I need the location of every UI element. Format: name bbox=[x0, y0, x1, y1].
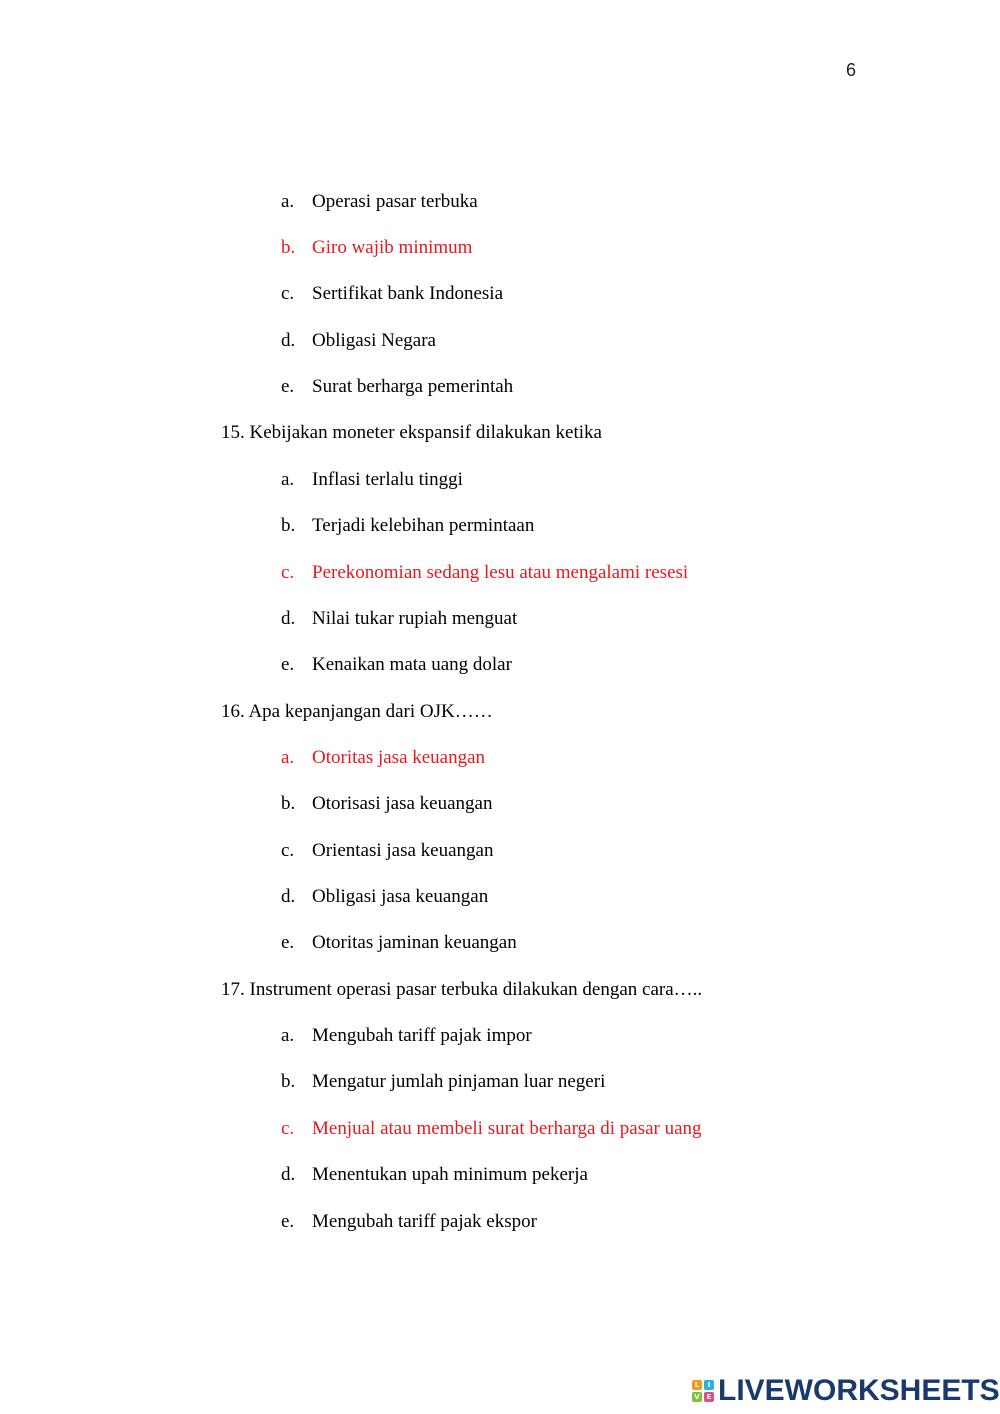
logo-mark-letter: L bbox=[692, 1380, 702, 1390]
option-text: Terjadi kelebihan permintaan bbox=[312, 515, 535, 536]
option-text: Otorisasi jasa keuangan bbox=[312, 793, 493, 814]
option-letter: a. bbox=[281, 191, 295, 212]
q17-option-a[interactable] bbox=[281, 1025, 532, 1047]
q14-option-a[interactable] bbox=[281, 191, 478, 213]
q15-option-a[interactable] bbox=[281, 469, 463, 491]
question-17: 17. Instrument operasi pasar terbuka dilakukan dengan cara….. bbox=[221, 979, 703, 1000]
option-letter: a. bbox=[281, 1025, 295, 1046]
option-text: Giro wajib minimum bbox=[312, 237, 473, 258]
q15-option-c-correct[interactable] bbox=[281, 562, 688, 584]
option-text: Kenaikan mata uang dolar bbox=[312, 654, 512, 675]
option-letter: e. bbox=[281, 1211, 295, 1232]
logo-mark-letter: V bbox=[692, 1392, 702, 1402]
option-text: Obligasi Negara bbox=[312, 330, 436, 351]
question-15: 15. Kebijakan moneter ekspansif dilakukan ketika bbox=[221, 422, 602, 443]
q17-option-c-correct[interactable] bbox=[281, 1118, 702, 1140]
option-letter: d. bbox=[281, 886, 296, 907]
logo-mark-letter: I bbox=[704, 1380, 714, 1390]
option-letter: d. bbox=[281, 608, 296, 629]
q14-option-e[interactable] bbox=[281, 376, 513, 398]
option-text: Menjual atau membeli surat berharga di pasar uang bbox=[312, 1118, 702, 1139]
q15-option-d[interactable] bbox=[281, 608, 517, 630]
q16-option-c[interactable] bbox=[281, 840, 493, 862]
option-letter: d. bbox=[281, 330, 296, 351]
q16-option-a-correct[interactable] bbox=[281, 747, 485, 769]
logo-mark-icon bbox=[692, 1380, 714, 1402]
liveworksheets-logo[interactable] bbox=[692, 1374, 1000, 1408]
option-letter: c. bbox=[281, 562, 295, 583]
option-text: Mengubah tariff pajak ekspor bbox=[312, 1211, 537, 1232]
option-letter: e. bbox=[281, 932, 295, 953]
logo-text: LIVEWORKSHEETS bbox=[718, 1374, 1000, 1407]
option-text: Obligasi jasa keuangan bbox=[312, 886, 489, 907]
option-letter: b. bbox=[281, 237, 296, 258]
option-letter: a. bbox=[281, 747, 295, 768]
option-text: Mengubah tariff pajak impor bbox=[312, 1025, 532, 1046]
option-text: Otoritas jasa keuangan bbox=[312, 747, 486, 768]
q16-option-e[interactable] bbox=[281, 932, 517, 954]
option-text: Mengatur jumlah pinjaman luar negeri bbox=[312, 1071, 606, 1092]
option-letter: b. bbox=[281, 1071, 296, 1092]
q16-option-b[interactable] bbox=[281, 793, 492, 815]
q15-option-b[interactable] bbox=[281, 515, 534, 537]
option-letter: e. bbox=[281, 654, 295, 675]
option-text: Orientasi jasa keuangan bbox=[312, 840, 494, 861]
option-letter: b. bbox=[281, 515, 296, 536]
option-letter: a. bbox=[281, 469, 295, 490]
option-letter: c. bbox=[281, 283, 295, 304]
option-text: Sertifikat bank Indonesia bbox=[312, 283, 504, 304]
q16-option-d[interactable] bbox=[281, 886, 488, 908]
option-text: Perekonomian sedang lesu atau mengalami resesi bbox=[312, 562, 689, 583]
q15-option-e[interactable] bbox=[281, 654, 512, 676]
option-text: Nilai tukar rupiah menguat bbox=[312, 608, 518, 629]
q17-option-d[interactable] bbox=[281, 1164, 588, 1186]
q14-option-b-correct[interactable] bbox=[281, 237, 472, 259]
q14-option-d[interactable] bbox=[281, 330, 436, 352]
option-text: Inflasi terlalu tinggi bbox=[312, 469, 463, 490]
logo-mark-letter: E bbox=[704, 1392, 714, 1402]
q17-option-b[interactable] bbox=[281, 1071, 605, 1093]
option-text: Menentukan upah minimum pekerja bbox=[312, 1164, 588, 1185]
option-text: Surat berharga pemerintah bbox=[312, 376, 514, 397]
q14-option-c[interactable] bbox=[281, 283, 503, 305]
option-letter: c. bbox=[281, 1118, 295, 1139]
option-letter: b. bbox=[281, 793, 296, 814]
option-letter: c. bbox=[281, 840, 295, 861]
option-letter: e. bbox=[281, 376, 295, 397]
option-text: Operasi pasar terbuka bbox=[312, 191, 478, 212]
option-letter: d. bbox=[281, 1164, 296, 1185]
q17-option-e[interactable] bbox=[281, 1211, 537, 1233]
option-text: Otoritas jaminan keuangan bbox=[312, 932, 517, 953]
page-number: 6 bbox=[846, 60, 857, 80]
question-16: 16. Apa kepanjangan dari OJK…… bbox=[221, 701, 493, 722]
